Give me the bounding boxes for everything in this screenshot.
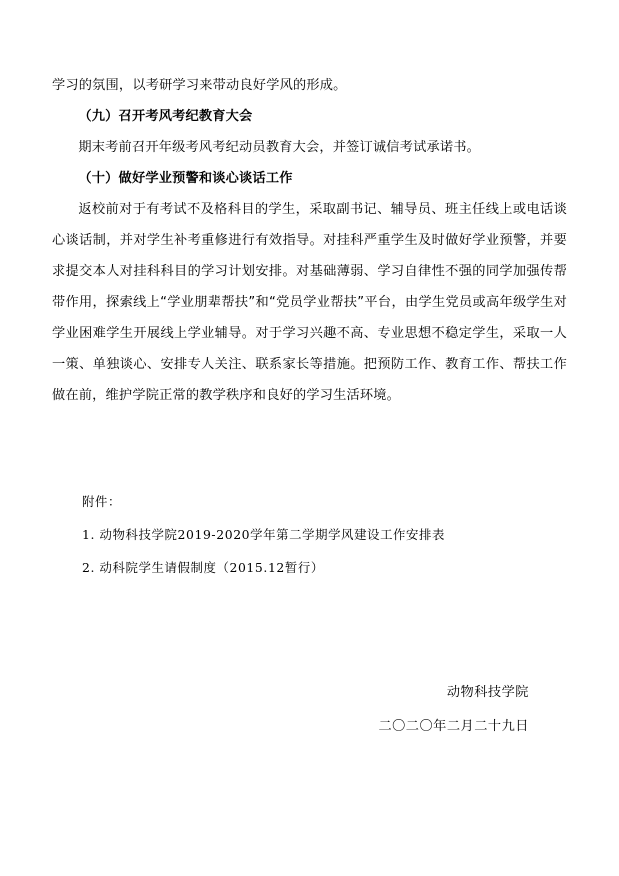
paragraph-section-ten: 返校前对于有考试不及格科目的学生，采取副书记、辅导员、班主任线上或电话谈心谈话制，并对学生补考重修进行有效指导。对挂科严重学生及时做好学业预警，并要求提交本人对挂科科目的学习计划安排。对基础薄弱、学习自律性不强的同学加强传帮带作用，探索线上“学业朋辈帮扶”和“党员学业帮扶”平台，由学生党员或高年级学生对学业困难学生开展线上学业辅导。对于学习兴趣不高、专业思想不稳定学生，采取一人一策、单独谈心、安排专人关注、联系家长等措施。把预防工作、教育工作、帮扶工作做在前，维护学院正常的教学秩序和良好的学习生活环境。	[52, 202, 567, 403]
signature-date: 二〇二〇年二月二十九日	[378, 719, 529, 734]
document-body	[52, 70, 567, 411]
attachment-item-1: 1. 动物科技学院2019-2020学年第二学期学风建设工作安排表	[82, 527, 446, 542]
heading-section-nine: （九）召开考风考纪教育大会	[78, 109, 253, 124]
attachments-label: 附件：	[82, 494, 121, 509]
attachments-block	[52, 485, 567, 584]
paragraph-continuation: 学习的氛围，以考研学习来带动良好学风的形成。	[52, 78, 347, 93]
signature-organization: 动物科技学院	[446, 685, 529, 700]
paragraph-section-nine: 期末考前召开年级考风考纪动员教育大会，并签订诚信考试承诺书。	[78, 140, 481, 155]
section-spacer	[52, 411, 567, 485]
attachment-item-2: 2. 动科院学生请假制度（2015.12暂行）	[82, 560, 324, 575]
signature-block	[52, 676, 567, 744]
heading-section-ten: （十）做好学业预警和谈心谈话工作	[78, 171, 293, 186]
